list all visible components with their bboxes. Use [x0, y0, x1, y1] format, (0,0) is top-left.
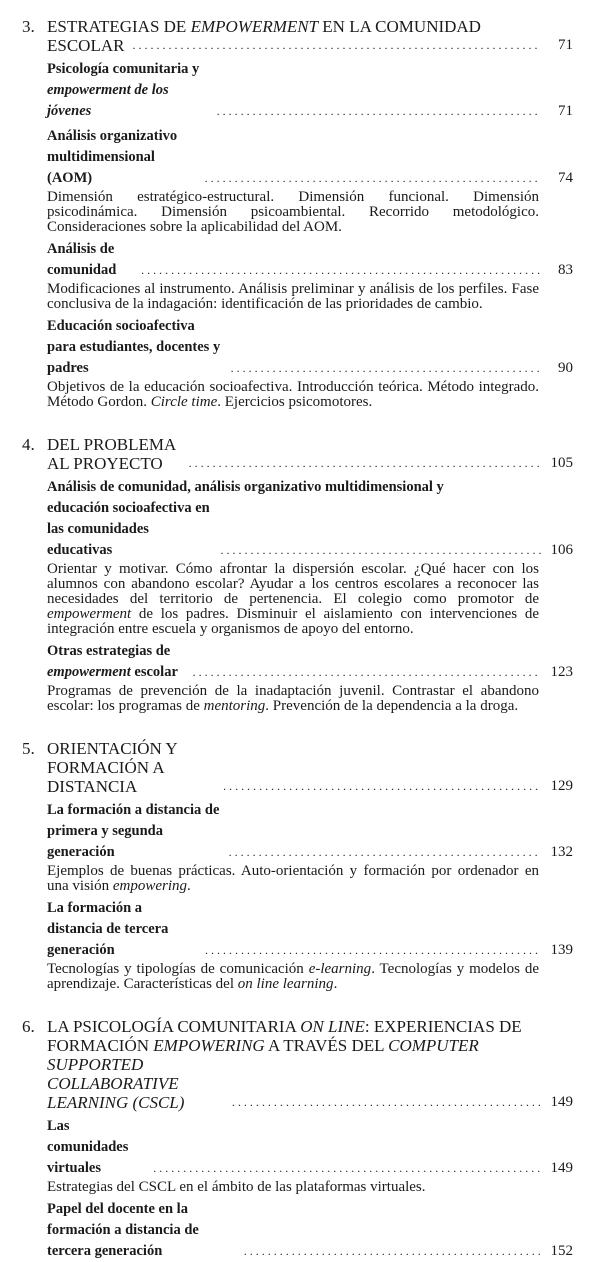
- section-title-line: [47, 800, 573, 863]
- text-segment: LA PSICOLOGÍA COMUNITARIA: [47, 1017, 301, 1036]
- text-segment: Otras estrategias de: [47, 643, 171, 659]
- text-segment: ESCOLAR: [47, 36, 125, 55]
- section-title-line: [47, 239, 573, 281]
- text-segment: Circle time: [150, 394, 218, 410]
- section-title-line: [47, 498, 573, 561]
- text-segment: Ejemplos de buenas prácticas. Auto-orientación y formación por ordenador en una visión: [47, 863, 539, 894]
- chapter-title: [47, 1055, 224, 1112]
- chapter-title: [47, 435, 181, 473]
- text-segment: ESTRATEGIAS DE: [47, 17, 191, 36]
- page-number: 90: [558, 360, 573, 376]
- section-title: [47, 498, 212, 561]
- dot-leader: [181, 454, 541, 473]
- text-segment: Papel del docente en la formación a distancia de tercera generación: [47, 1201, 199, 1259]
- text-segment: Análisis de comunidad, análisis organizativo multidimensional y: [47, 479, 444, 495]
- section-entry[interactable]: [47, 1199, 573, 1262]
- section-description: [47, 1180, 539, 1195]
- text-segment: COMPUTER: [388, 1036, 479, 1055]
- page-number: 71: [558, 103, 573, 119]
- text-segment: La formación a distancia de tercera generación: [47, 900, 169, 958]
- page-number: 71: [558, 37, 573, 53]
- text-segment: empowering: [112, 878, 188, 894]
- section-description: [47, 962, 539, 992]
- page-number: 83: [558, 262, 573, 278]
- chapter-title-line: [47, 1055, 573, 1112]
- section-description: [47, 190, 539, 235]
- text-segment: mentoring: [203, 698, 266, 714]
- chapter-title-line: [47, 1036, 573, 1055]
- chapter-title: [47, 1036, 479, 1055]
- page-number: 149: [550, 1094, 573, 1110]
- dot-leader: [197, 168, 541, 189]
- text-segment: Psicología comunitaria y: [47, 61, 200, 77]
- text-segment: Programas de prevención de la inadaptación juvenil. Contrastar el abandono escolar: los programas de: [47, 683, 539, 714]
- section-entry[interactable]: [47, 239, 573, 312]
- chapter-title: [47, 1017, 522, 1036]
- dot-leader: [215, 777, 541, 796]
- section-title-line: [47, 1116, 573, 1179]
- chapter-entry[interactable]: [22, 739, 573, 992]
- dot-leader: [221, 842, 541, 863]
- text-segment: on line learning: [237, 976, 334, 992]
- text-segment: DEL PROBLEMA AL PROYECTO: [47, 435, 176, 473]
- text-segment: empowerment: [47, 606, 132, 622]
- section-title-line: [47, 59, 573, 122]
- section-entry[interactable]: [47, 898, 573, 992]
- text-segment: EN LA COMUNIDAD: [318, 17, 481, 36]
- dot-leader: [236, 1241, 541, 1262]
- chapter-body: [47, 1017, 573, 1262]
- text-segment: EMPOWERING: [153, 1036, 265, 1055]
- dot-leader: [133, 260, 541, 281]
- section-title: [47, 126, 197, 189]
- text-segment: educación socioafectiva en las comunidades educativas: [47, 500, 210, 558]
- page-number: 74: [558, 170, 573, 186]
- text-segment: EMPOWERMENT: [190, 17, 319, 36]
- section-title: [47, 477, 444, 498]
- text-segment: . Ejercicios psicomotores.: [217, 394, 373, 410]
- page-number: 152: [550, 1243, 573, 1259]
- chapter-number: 3.: [22, 17, 35, 36]
- section-title: [47, 641, 185, 683]
- text-segment: Estrategias del CSCL en el ámbito de las plataformas virtuales.: [47, 1179, 426, 1195]
- text-segment: . Prevención de la dependencia a la droga.: [265, 698, 519, 714]
- text-segment: ORIENTACIÓN Y FORMACIÓN A DISTANCIA: [47, 739, 178, 796]
- page-number: 149: [550, 1160, 573, 1176]
- section-entry[interactable]: [47, 1116, 573, 1195]
- text-segment: : EXPERIENCIAS DE: [364, 1017, 522, 1036]
- section-description: [47, 282, 539, 312]
- page-number: 106: [550, 542, 573, 558]
- section-entry[interactable]: [47, 316, 573, 410]
- section-entry[interactable]: [47, 59, 573, 122]
- text-segment: A TRAVÉS DEL: [264, 1036, 389, 1055]
- table-of-contents: [22, 17, 573, 1262]
- section-title: [47, 1116, 145, 1179]
- section-description: [47, 562, 539, 637]
- chapter-entry[interactable]: [22, 17, 573, 410]
- chapter-entry[interactable]: [22, 1017, 573, 1262]
- chapter-number: 5.: [22, 739, 35, 758]
- text-segment: empowerment de los jóvenes: [47, 82, 169, 119]
- text-segment: Análisis organizativo multidimensional (AOM): [47, 128, 178, 186]
- text-segment: SUPPORTED COLLABORATIVE LEARNING (CSCL): [47, 1055, 185, 1112]
- dot-leader: [212, 540, 541, 561]
- chapter-body: [47, 435, 573, 714]
- section-title: [47, 1199, 236, 1262]
- page-number: 139: [550, 942, 573, 958]
- section-description: [47, 380, 539, 410]
- text-segment: Las comunidades virtuales: [47, 1118, 129, 1176]
- chapter-body: [47, 739, 573, 992]
- text-segment: de los padres. Disminuir el aislamiento con intervenciones de integración entre escuela y organismos de apoyo del entorno.: [47, 606, 539, 637]
- chapter-title-line: [47, 17, 573, 36]
- section-title-line: [47, 1199, 573, 1262]
- text-segment: Educación socioafectiva para estudiantes, docentes y padres: [47, 318, 221, 376]
- page-number: 105: [550, 455, 573, 471]
- text-segment: . Tecnologías y modelos de aprendizaje. Características del: [47, 961, 539, 992]
- section-title: [47, 59, 209, 122]
- page-number: 132: [550, 844, 573, 860]
- text-segment: Orientar y motivar. Cómo afrontar la dispersión escolar. ¿Qué hacer con los alumnos con abandono escolar? Ayudar a los centros escolares a reconocer las necesidades del territorio de pertenencia. El colegio como promotor de: [47, 561, 539, 607]
- section-title: [47, 800, 221, 863]
- chapter-title-line: [47, 1017, 573, 1036]
- section-title-line: [47, 316, 573, 379]
- text-segment: Dimensión estratégico-estructural. Dimensión funcional. Dimensión psicodinámica. Dimensión psicoambiental. Recorrido metodológico. Consideraciones sobre la aplicabilidad del AOM.: [47, 189, 539, 235]
- section-title: [47, 898, 197, 961]
- page-number: 123: [550, 664, 573, 680]
- text-segment: Análisis de comunidad: [47, 241, 117, 278]
- text-segment: La formación a distancia de primera y segunda generación: [47, 802, 220, 860]
- chapter-title-line: [47, 739, 573, 796]
- chapter-title: [47, 36, 124, 55]
- dot-leader: [197, 940, 541, 961]
- section-description: [47, 864, 539, 894]
- section-title-line: [47, 126, 573, 189]
- text-segment: Tecnologías y tipologías de comunicación: [47, 961, 309, 977]
- text-segment: e-learning: [308, 961, 372, 977]
- text-segment: .: [333, 976, 338, 992]
- section-entry[interactable]: [47, 800, 573, 894]
- chapter-title-line: [47, 435, 573, 473]
- text-segment: .: [187, 878, 191, 894]
- text-segment: escolar: [130, 664, 178, 680]
- section-title: [47, 239, 133, 281]
- section-entry[interactable]: [47, 477, 573, 637]
- dot-leader: [145, 1158, 541, 1179]
- dot-leader: [224, 1093, 541, 1112]
- text-segment: Objetivos de la educación socioafectiva. Introducción teórica. Método integrado. Método Gordon.: [47, 379, 539, 410]
- page-number: 129: [550, 778, 573, 794]
- section-description: [47, 684, 539, 714]
- dot-leader: [185, 662, 541, 683]
- chapter-number: 4.: [22, 435, 35, 454]
- chapter-title: [47, 739, 215, 796]
- chapter-body: [47, 17, 573, 410]
- section-title-line: [47, 898, 573, 961]
- text-segment: ON LINE: [300, 1017, 365, 1036]
- text-segment: Modificaciones al instrumento. Análisis preliminar y análisis de los perfiles. Fase conclusiva de la indagación: identificación de las prioridades de cambio.: [47, 281, 539, 312]
- chapter-number: 6.: [22, 1017, 35, 1036]
- dot-leader: [124, 36, 541, 55]
- chapter-entry[interactable]: [22, 435, 573, 714]
- chapter-title: [47, 17, 481, 36]
- section-entry[interactable]: [47, 126, 573, 235]
- section-title-line: [47, 477, 573, 498]
- section-entry[interactable]: [47, 641, 573, 714]
- dot-leader: [223, 358, 541, 379]
- section-title: [47, 316, 223, 379]
- dot-leader: [209, 101, 541, 122]
- chapter-title-line: [47, 36, 573, 55]
- text-segment: empowerment: [47, 664, 131, 680]
- section-title-line: [47, 641, 573, 683]
- text-segment: FORMACIÓN: [47, 1036, 154, 1055]
